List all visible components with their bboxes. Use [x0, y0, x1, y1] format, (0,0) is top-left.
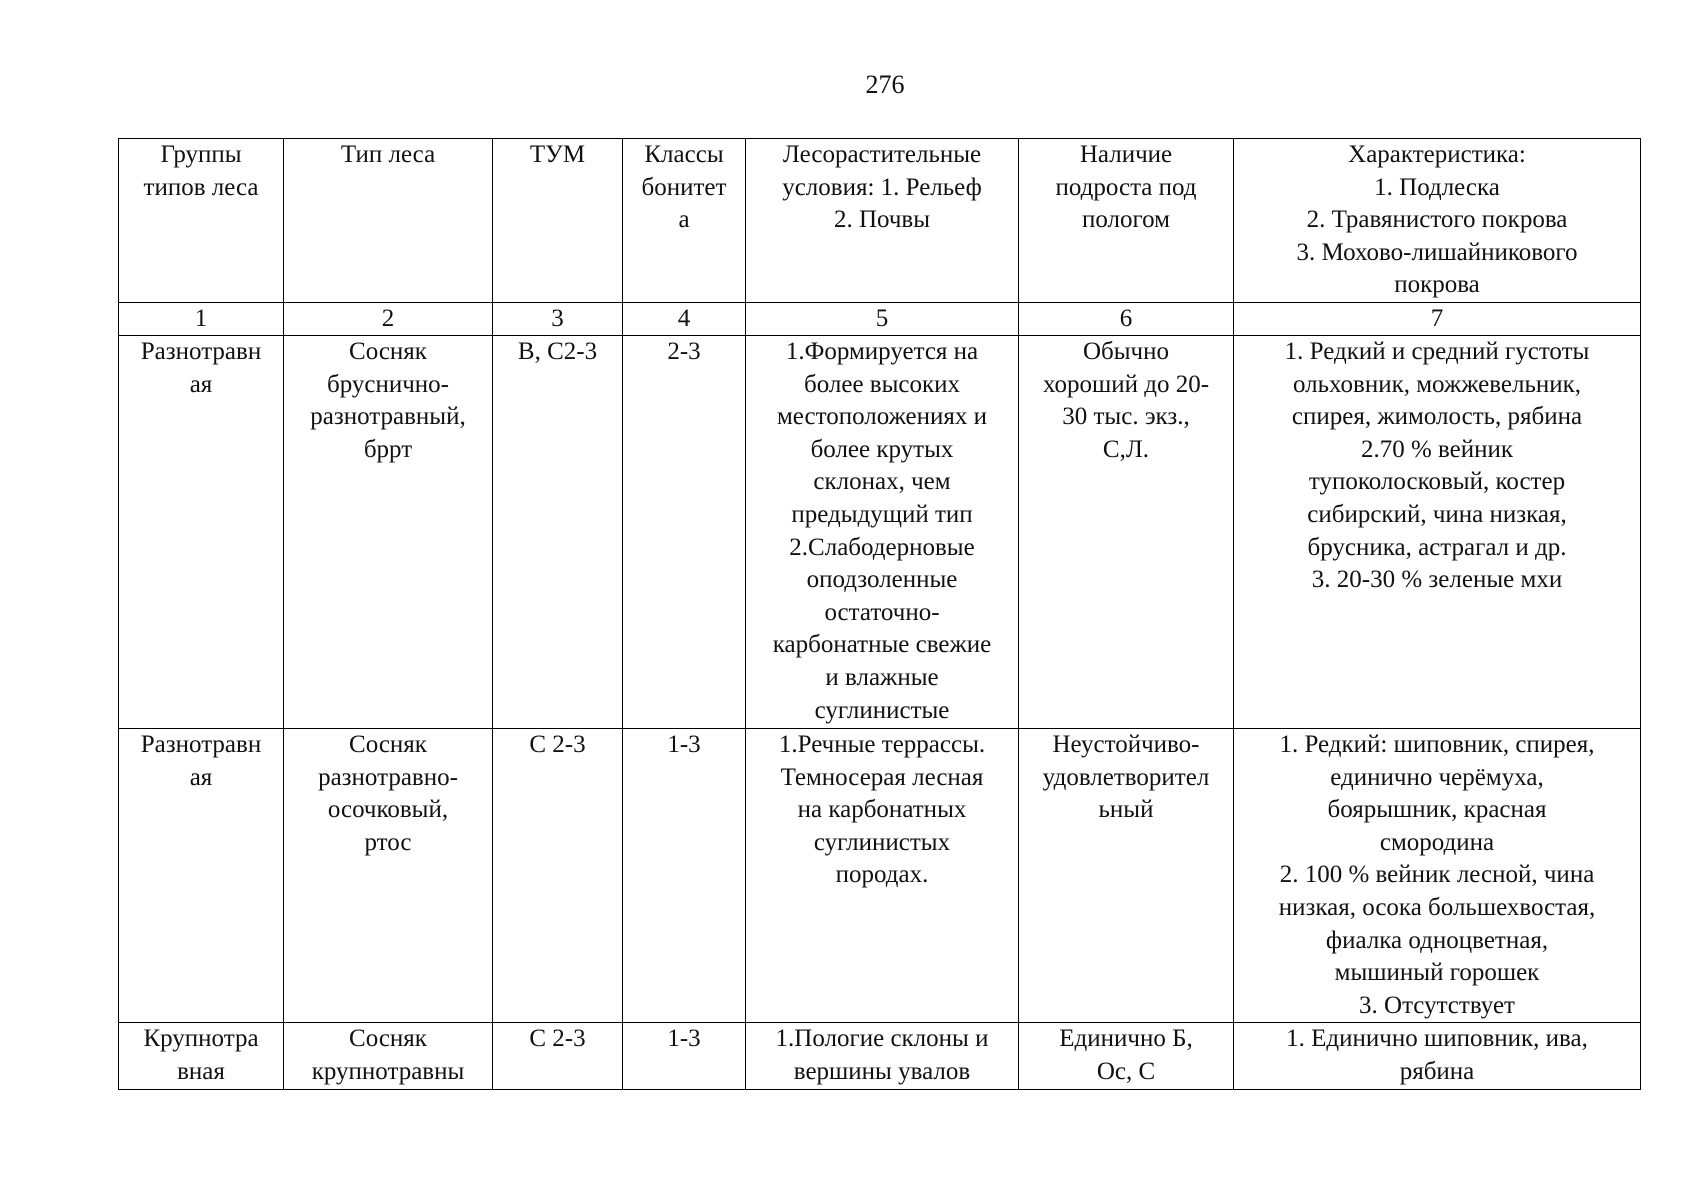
- cell-line: ьный: [1098, 796, 1154, 824]
- header-growing-conditions: [746, 139, 1019, 303]
- cell-line: на карбонатных: [797, 796, 967, 824]
- cell-line: разнотравный,: [310, 403, 466, 431]
- cell-line: 3. Отсутствует: [1359, 991, 1515, 1019]
- header-row: [119, 139, 1641, 303]
- page-number: 276: [865, 70, 905, 99]
- header-characteristics: [1234, 139, 1641, 303]
- cell-growing-conditions: [746, 336, 1019, 729]
- cell-line: бонитет: [641, 173, 727, 201]
- cell-line: хороший до 20-: [1042, 370, 1210, 398]
- cell-line: условия: 1. Рельеф: [782, 173, 982, 201]
- column-number-undergrowth: [1019, 303, 1234, 336]
- cell-line: Неустойчиво-: [1052, 731, 1200, 758]
- cell-line: С,Л.: [1102, 435, 1150, 463]
- cell-line: ольховник, можжевельник,: [1292, 370, 1582, 398]
- cell-line: 1. Редкий: шиповник, спирея,: [1279, 731, 1595, 758]
- cell-line: единично черёмуха,: [1330, 763, 1544, 791]
- cell-undergrowth: [1019, 336, 1234, 729]
- table-row: [119, 729, 1641, 1023]
- cell-line: рябина: [1399, 1057, 1475, 1085]
- cell-line: карбонатные свежие: [772, 631, 992, 659]
- table-row: [119, 336, 1641, 729]
- cell-line: Наличие: [1079, 141, 1173, 168]
- column-number-growing-conditions: [746, 303, 1019, 336]
- cell-line: суглинистых: [813, 828, 951, 856]
- cell-line: 1-3: [667, 731, 701, 758]
- cell-line: 7: [1430, 305, 1444, 332]
- cell-bonitet-class: [623, 1023, 746, 1089]
- column-number-characteristics: [1234, 303, 1641, 336]
- cell-line: тупоколосковый, костер: [1308, 468, 1566, 496]
- cell-line: 1.Формируется на: [785, 338, 979, 365]
- cell-line: 1-3: [667, 1025, 701, 1053]
- cell-line: 30 тыс. экз.,: [1062, 403, 1190, 431]
- cell-line: 5: [875, 305, 889, 332]
- cell-characteristics: [1234, 1023, 1641, 1089]
- cell-line: Лесорастительные: [782, 141, 982, 168]
- column-number-forest-group: [119, 303, 284, 336]
- cell-line: ртос: [364, 828, 412, 856]
- cell-line: Классы: [644, 141, 724, 168]
- cell-line: Обычно: [1082, 338, 1170, 365]
- cell-line: Разнотравн: [140, 338, 262, 365]
- cell-line: 1. Единично шиповник, ива,: [1286, 1025, 1588, 1053]
- column-number-tum: [493, 303, 623, 336]
- cell-forest-type: [284, 1023, 493, 1089]
- cell-line: спирея, жимолость, рябина: [1291, 403, 1583, 431]
- cell-line: 1: [194, 305, 208, 332]
- cell-growing-conditions: [746, 1023, 1019, 1089]
- cell-line: склонах, чем: [813, 468, 951, 496]
- cell-line: Единично Б,: [1059, 1025, 1193, 1053]
- cell-line: вная: [177, 1057, 225, 1085]
- cell-line: Темносерая лесная: [780, 763, 984, 791]
- forest-types-table: [118, 138, 1641, 1090]
- cell-line: Крупнотра: [143, 1025, 259, 1053]
- cell-line: бруснично-: [326, 370, 450, 398]
- cell-forest-group: [119, 1023, 284, 1089]
- cell-tum: [493, 1023, 623, 1089]
- cell-line: ТУМ: [529, 141, 586, 168]
- cell-line: подроста под: [1055, 173, 1197, 201]
- cell-line: 2-3: [667, 338, 701, 365]
- cell-line: Сосняк: [349, 731, 427, 758]
- cell-line: 1.Пологие склоны и: [775, 1025, 989, 1053]
- cell-line: фиалка одноцветная,: [1325, 926, 1549, 954]
- cell-line: вершины увалов: [793, 1057, 971, 1085]
- cell-line: Характеристика:: [1348, 141, 1526, 168]
- cell-line: Тип леса: [340, 141, 436, 168]
- cell-line: суглинистые: [814, 696, 950, 724]
- cell-forest-type: [284, 729, 493, 1023]
- cell-line: ая: [189, 763, 213, 791]
- cell-characteristics: [1234, 729, 1641, 1023]
- cell-line: Сосняк: [349, 1025, 427, 1053]
- cell-line: смородина: [1379, 828, 1495, 856]
- cell-line: местоположениях и: [776, 403, 988, 431]
- cell-line: и влажные: [825, 663, 939, 691]
- cell-line: 4: [677, 305, 691, 332]
- cell-characteristics: [1234, 336, 1641, 729]
- table-row: [119, 1023, 1641, 1089]
- cell-line: 2. Травянистого покрова: [1306, 206, 1568, 234]
- cell-forest-type: [284, 336, 493, 729]
- cell-line: 2. 100 % вейник лесной, чина: [1279, 861, 1595, 889]
- cell-line: бррт: [363, 435, 413, 463]
- cell-line: 2.70 % вейник: [1360, 435, 1514, 463]
- cell-tum: [493, 336, 623, 729]
- column-number-row: [119, 303, 1641, 336]
- cell-growing-conditions: [746, 729, 1019, 1023]
- cell-line: разнотравно-: [318, 763, 458, 791]
- cell-line: породах.: [835, 861, 929, 889]
- cell-line: типов леса: [143, 173, 259, 201]
- cell-line: осочковый,: [327, 796, 449, 824]
- cell-line: пологом: [1081, 206, 1170, 234]
- column-number-bonitet-class: [623, 303, 746, 336]
- cell-line: С 2-3: [529, 731, 586, 758]
- cell-undergrowth: [1019, 729, 1234, 1023]
- cell-line: 3. Мохово-лишайникового: [1296, 238, 1578, 266]
- cell-line: 3: [551, 305, 564, 332]
- cell-line: удовлетворител: [1042, 763, 1210, 791]
- header-undergrowth: [1019, 139, 1234, 303]
- cell-line: 3. 20-30 % зеленые мхи: [1311, 566, 1563, 594]
- cell-line: боярышник, красная: [1327, 796, 1547, 824]
- cell-line: 1.Речные террассы.: [778, 731, 986, 758]
- cell-line: 6: [1119, 305, 1133, 332]
- cell-line: предыдущий тип: [791, 500, 973, 528]
- cell-line: более высоких: [803, 370, 961, 398]
- cell-line: 2. Почвы: [833, 206, 931, 234]
- cell-line: а: [678, 206, 690, 234]
- cell-line: 2.Слабодерновые: [789, 533, 975, 561]
- cell-line: мышиный горошек: [1334, 959, 1540, 987]
- cell-line: брусника, астрагал и др.: [1307, 533, 1567, 561]
- header-tum: [493, 139, 623, 303]
- cell-line: оподзоленные: [806, 566, 958, 594]
- cell-line: остаточно-: [824, 598, 940, 626]
- header-forest-type: [284, 139, 493, 303]
- cell-line: низкая, осока большехвостая,: [1278, 893, 1596, 921]
- cell-line: Сосняк: [349, 338, 427, 365]
- cell-tum: [493, 729, 623, 1023]
- cell-line: более крутых: [810, 435, 954, 463]
- header-bonitet-class: [623, 139, 746, 303]
- cell-line: ая: [189, 370, 213, 398]
- cell-line: сибирский, чина низкая,: [1307, 500, 1567, 528]
- column-number-forest-type: [284, 303, 493, 336]
- cell-line: 1. Подлеска: [1374, 173, 1500, 201]
- cell-line: 2: [381, 305, 395, 332]
- table-body: [119, 139, 1641, 1090]
- cell-line: Разнотравн: [140, 731, 262, 758]
- header-forest-group: [119, 139, 284, 303]
- cell-line: В, С2-3: [517, 338, 598, 365]
- cell-forest-group: [119, 729, 284, 1023]
- cell-line: Группы: [160, 141, 242, 168]
- cell-line: крупнотравны: [311, 1057, 465, 1085]
- cell-bonitet-class: [623, 336, 746, 729]
- cell-line: С 2-3: [529, 1025, 586, 1053]
- cell-line: покрова: [1394, 271, 1480, 299]
- cell-line: 1. Редкий и средний густоты: [1284, 338, 1590, 365]
- cell-line: Ос, С: [1096, 1057, 1156, 1085]
- cell-bonitet-class: [623, 729, 746, 1023]
- cell-undergrowth: [1019, 1023, 1234, 1089]
- cell-forest-group: [119, 336, 284, 729]
